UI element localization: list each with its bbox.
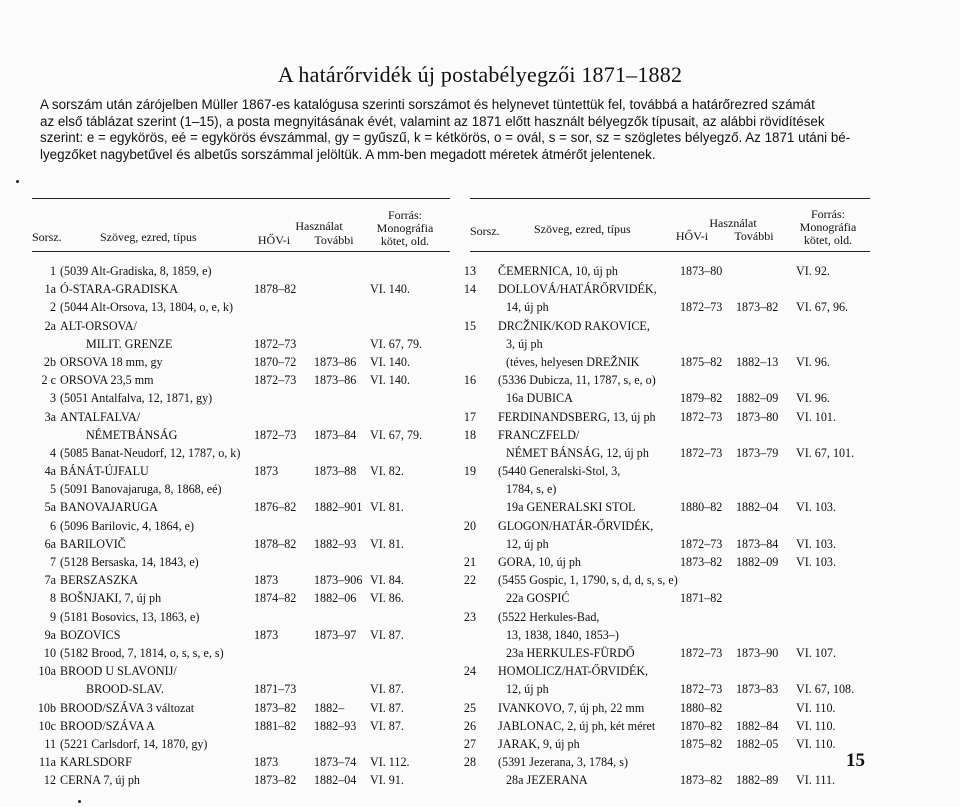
- table-header-rule: [32, 251, 450, 252]
- row-hov-years: 1880–82: [680, 500, 723, 515]
- table-row: [470, 771, 870, 789]
- table-row: [32, 389, 450, 407]
- row-text: DRCŽNIK/KOD RAKOVICE,: [498, 318, 650, 333]
- row-number: 2b: [43, 354, 56, 369]
- row-hov-years: 1881–82: [254, 718, 297, 733]
- row-number: 11a: [38, 755, 56, 770]
- table-row: [470, 644, 870, 662]
- row-number: 14: [463, 282, 476, 297]
- header-tovabbi: További: [314, 233, 354, 247]
- header-forras: Forrás:: [811, 207, 845, 221]
- row-text: ALT-ORSOVA/: [60, 318, 137, 333]
- table-row: [32, 662, 450, 680]
- row-text: (5085 Banat-Neudorf, 12, 1787, o, k): [60, 445, 241, 460]
- table-row: [32, 498, 450, 516]
- header-forras: Forrás:: [388, 208, 422, 222]
- row-source: VI. 81.: [370, 500, 404, 515]
- row-text: (téves, helyesen DREŽNIK: [506, 354, 640, 369]
- table-row: [463, 317, 870, 335]
- row-source: VI. 140.: [370, 373, 410, 388]
- row-source: VI. 101.: [796, 409, 836, 424]
- row-hov-years: 1873: [254, 573, 279, 588]
- row-text: CERNA 7, új ph: [60, 773, 140, 788]
- row-text: (5181 Bosovics, 13, 1863, e): [60, 609, 200, 624]
- row-text: ORSOVA 18 mm, gy: [60, 354, 163, 369]
- row-source: VI. 67, 108.: [796, 682, 855, 697]
- row-source: VI. 111.: [796, 773, 836, 788]
- table-row: [32, 317, 450, 335]
- row-number: 7: [49, 555, 56, 569]
- table-row: [470, 626, 870, 644]
- row-hov-years: 1873: [254, 627, 279, 642]
- row-text: 22a GOSPIĆ: [506, 591, 570, 606]
- row-source: VI. 103.: [796, 555, 836, 569]
- table-row: [32, 408, 450, 426]
- table-row: [32, 280, 450, 298]
- row-source: VI. 87.: [370, 627, 404, 642]
- right-table-body: [463, 262, 870, 789]
- row-later-years: 1882–901: [314, 500, 363, 515]
- table-row: [463, 371, 870, 389]
- row-number: 22: [463, 573, 476, 588]
- row-number: 5: [49, 482, 56, 497]
- row-later-years: 1873–74: [314, 755, 357, 770]
- intro-line: szerint: e = egykörös, eé = egykörös évszámmal, gy = gyűszű, k = kétkörös, o = ovál, s = sor, sz = szögletes bélyegző. Az 1871 utáni bé-: [40, 130, 851, 146]
- table-row: [463, 662, 870, 680]
- row-later-years: 1873–82: [736, 300, 779, 315]
- table-top-rule: [32, 198, 450, 199]
- table-row: [32, 735, 450, 753]
- header-szoveg: Szöveg, ezred, típus: [100, 230, 197, 244]
- page-title: A határőrvidék új postabélyegzői 1871–1882: [277, 62, 683, 87]
- row-text: (5128 Bersaska, 14, 1843, e): [60, 555, 199, 569]
- row-later-years: 1882–93: [314, 536, 357, 551]
- row-later-years: 1873–86: [314, 373, 357, 388]
- table-row: [463, 735, 870, 753]
- row-hov-years: 1873: [254, 755, 279, 770]
- row-hov-years: 1872–73: [680, 645, 723, 660]
- table-row: [32, 353, 450, 371]
- table-row: [463, 426, 870, 444]
- row-later-years: 1882–09: [736, 555, 779, 569]
- row-text: 13, 1838, 1840, 1853–): [506, 627, 619, 642]
- row-hov-years: 1875–82: [680, 354, 723, 369]
- header-hasznalat: Használat: [709, 216, 757, 230]
- row-hov-years: 1878–82: [254, 536, 297, 551]
- row-source: VI. 67, 79.: [370, 336, 423, 351]
- row-text: (5039 Alt-Gradiska, 8, 1859, e): [60, 264, 212, 278]
- table-row: [32, 553, 450, 571]
- row-text: BERSZASZKA: [60, 573, 138, 588]
- table-row: [470, 589, 870, 607]
- row-text: (5336 Dubicza, 11, 1787, s, e, o): [498, 373, 656, 388]
- header-kotet: kötet, old.: [380, 234, 430, 248]
- page-number: 15: [846, 750, 865, 771]
- table-row: [470, 535, 870, 553]
- row-number: 7a: [44, 573, 56, 588]
- row-source: VI. 110.: [796, 736, 836, 751]
- row-later-years: 1873–88: [314, 464, 357, 479]
- row-source: VI. 110.: [796, 700, 836, 715]
- row-hov-years: 1873: [254, 464, 279, 479]
- row-number: 12: [43, 773, 56, 788]
- row-later-years: 1882–06: [314, 591, 357, 606]
- row-number: 2 c: [41, 373, 56, 388]
- row-number: 5a: [44, 500, 56, 515]
- row-number: 3: [49, 391, 56, 406]
- row-hov-years: 1872–73: [680, 445, 723, 460]
- row-text: MILIT. GRENZE: [86, 336, 173, 351]
- row-text: ČEMERNICA, 10, új ph: [498, 264, 618, 278]
- row-later-years: 1873–84: [736, 536, 779, 551]
- intro-line: A sorszám után zárójelben Müller 1867-es katalógusa szerinti sorszámot és helynevet tüntettük fel, továbbá a határőrezred számát: [40, 97, 815, 112]
- table-row: [32, 298, 450, 316]
- row-source: VI. 110.: [796, 718, 836, 733]
- table-header-rule: [470, 251, 870, 252]
- table-row: [32, 771, 450, 789]
- row-later-years: 1873–97: [314, 627, 357, 642]
- row-text: NÉMETBÁNSÁG: [86, 427, 178, 442]
- table-row: [470, 498, 870, 516]
- table-row: [463, 699, 870, 717]
- header-szoveg: Szöveg, ezred, típus: [534, 222, 631, 236]
- row-number: 24: [463, 664, 476, 679]
- row-text: DOLLOVÁ/HATÁRŐRVIDÉK,: [498, 282, 657, 297]
- row-number: 23: [463, 609, 476, 624]
- header-hov: HŐV-i: [675, 229, 709, 243]
- table-row: [32, 371, 450, 389]
- row-source: VI. 107.: [796, 645, 836, 660]
- row-source: VI. 140.: [370, 354, 410, 369]
- table-row: [463, 408, 870, 426]
- table-row: [463, 462, 870, 480]
- row-later-years: 1882–04: [314, 773, 357, 788]
- row-text: (5182 Brood, 7, 1814, o, s, s, e, s): [60, 645, 224, 660]
- table-row: [470, 335, 870, 353]
- row-source: VI. 140.: [370, 282, 410, 297]
- row-source: VI. 67, 96.: [796, 300, 849, 315]
- row-number: 3a: [44, 409, 56, 424]
- row-source: VI. 92.: [796, 264, 830, 278]
- row-text: ANTALFALVA/: [60, 409, 141, 424]
- row-number: 1a: [44, 282, 56, 297]
- row-number: 25: [463, 700, 476, 715]
- row-text: NÉMET BÁNSÁG, 12, új ph: [506, 445, 649, 460]
- row-text: ORSOVA 23,5 mm: [60, 373, 154, 388]
- row-text: BOZOVICS: [60, 627, 121, 642]
- row-hov-years: 1872–73: [680, 536, 723, 551]
- row-text: (5096 Barilovic, 4, 1864, e): [60, 518, 195, 533]
- row-number: 1: [49, 264, 56, 278]
- row-text: 16a DUBICA: [506, 391, 573, 406]
- row-hov-years: 1874–82: [254, 591, 297, 606]
- row-source: VI. 87.: [370, 700, 404, 715]
- row-hov-years: 1873–82: [680, 555, 723, 569]
- row-number: 17: [463, 409, 476, 424]
- row-source: VI. 81.: [370, 536, 404, 551]
- speck-mark: [16, 180, 19, 183]
- row-number: 2: [49, 300, 56, 315]
- table-row: [463, 608, 870, 626]
- row-text: (5044 Alt-Orsova, 13, 1804, o, e, k): [60, 300, 233, 315]
- row-later-years: 1882–: [314, 700, 345, 715]
- row-hov-years: 1879–82: [680, 391, 723, 406]
- intro-line: lyegzőket nagybetűvel és albetűs sorszámmal jelöltük. A mm-ben megadott méretek átmérőt jelentenek.: [40, 147, 656, 163]
- row-number: 13: [463, 264, 476, 278]
- table-row: [32, 680, 450, 698]
- row-hov-years: 1873–82: [254, 773, 297, 788]
- row-number: 4a: [44, 464, 56, 479]
- row-source: VI. 103.: [796, 536, 836, 551]
- table-row: [32, 426, 450, 444]
- table-row: [32, 717, 450, 735]
- table-row: [463, 553, 870, 571]
- row-text: FERDINANDSBERG, 13, új ph: [498, 409, 656, 424]
- table-row: [463, 517, 870, 535]
- row-number: 10c: [38, 718, 56, 733]
- row-source: VI. 86.: [370, 591, 404, 606]
- row-number: 27: [463, 736, 476, 751]
- row-text: BROOD-SLAV.: [86, 682, 164, 697]
- row-text: GLOGON/HATÁR-ŐRVIDÉK,: [498, 518, 654, 533]
- row-text: (5221 Carlsdorf, 14, 1870, gy): [60, 736, 208, 751]
- row-text: BANOVAJARUGA: [60, 500, 158, 515]
- row-later-years: 1873–84: [314, 427, 357, 442]
- row-text: BÁNÁT-ÚJFALU: [60, 464, 149, 479]
- row-hov-years: 1871–82: [680, 591, 723, 606]
- row-text: JARAK, 9, új ph: [498, 736, 580, 751]
- row-hov-years: 1870–72: [254, 354, 297, 369]
- row-hov-years: 1872–73: [680, 300, 723, 315]
- row-later-years: 1873–80: [736, 409, 779, 424]
- row-text: 28a JEZERANA: [506, 773, 588, 788]
- table-row: [32, 335, 450, 353]
- speck-mark: [78, 800, 81, 803]
- row-text: 23a HERKULES-FÜRDŐ: [506, 645, 635, 660]
- row-number: 16: [463, 373, 476, 388]
- row-source: VI. 96.: [796, 354, 830, 369]
- row-later-years: 1882–84: [736, 718, 779, 733]
- row-number: 19: [463, 464, 476, 479]
- row-source: VI. 91.: [370, 773, 404, 788]
- table-row: [470, 298, 870, 316]
- table-row: [32, 589, 450, 607]
- row-text: BOŠNJAKI, 7, új ph: [60, 591, 162, 606]
- row-source: VI. 67, 79.: [370, 427, 423, 442]
- intro-paragraph: [40, 97, 920, 164]
- row-source: VI. 96.: [796, 391, 830, 406]
- row-later-years: 1873–79: [736, 445, 779, 460]
- table-top-rule: [470, 198, 870, 199]
- table-row: [32, 444, 450, 462]
- row-number: 21: [463, 555, 476, 569]
- table-row: [32, 608, 450, 626]
- row-number: 26: [463, 718, 476, 733]
- row-text: HOMOLICZ/HAT-ŐRVIDÉK,: [498, 664, 649, 679]
- row-text: BROOD U SLAVONIJ/: [60, 664, 177, 679]
- row-number: 8: [49, 591, 56, 606]
- header-kotet: kötet, old.: [803, 233, 853, 247]
- table-row: [463, 753, 870, 771]
- row-text: 12, új ph: [506, 536, 549, 551]
- row-later-years: 1882–13: [736, 354, 779, 369]
- table-row: [32, 480, 450, 498]
- row-source: VI. 67, 101.: [796, 445, 855, 460]
- table-row: [32, 753, 450, 771]
- row-text: JABLONAC, 2, új ph, két méret: [498, 718, 656, 733]
- header-hasznalat: Használat: [295, 219, 343, 233]
- row-text: (5455 Gospic, 1, 1790, s, d, d, s, s, e): [498, 573, 678, 588]
- row-later-years: 1882–04: [736, 500, 779, 515]
- row-number: 20: [463, 518, 476, 533]
- table-row: [32, 517, 450, 535]
- left-table-body: [32, 262, 450, 789]
- row-number: 2a: [44, 318, 56, 333]
- row-text: GORA, 10, új ph: [498, 555, 581, 569]
- row-hov-years: 1880–82: [680, 700, 723, 715]
- table-row: [32, 535, 450, 553]
- header-sorsz: Sorsz.: [470, 224, 500, 238]
- table-row: [463, 717, 870, 735]
- table-row: [32, 626, 450, 644]
- table-row: [470, 444, 870, 462]
- row-hov-years: 1872–73: [254, 427, 297, 442]
- row-number: 28: [463, 755, 476, 770]
- row-later-years: 1882–93: [314, 718, 357, 733]
- header-sorsz: Sorsz.: [32, 230, 62, 244]
- row-hov-years: 1872–73: [680, 682, 723, 697]
- row-text: (5051 Antalfalva, 12, 1871, gy): [60, 391, 213, 406]
- row-later-years: 1882–05: [736, 736, 779, 751]
- header-monografia: Monográfia: [799, 220, 857, 234]
- row-text: FRANCZFELD/: [498, 427, 580, 442]
- row-text: (5091 Banovajaruga, 8, 1868, eé): [60, 482, 222, 497]
- row-text: IVANKOVO, 7, új ph, 22 mm: [498, 700, 645, 715]
- row-source: VI. 82.: [370, 464, 404, 479]
- row-hov-years: 1871–73: [254, 682, 297, 697]
- table-row: [32, 262, 450, 280]
- header-monografia: Monográfia: [376, 221, 434, 235]
- row-later-years: 1873–83: [736, 682, 779, 697]
- row-hov-years: 1872–73: [680, 409, 723, 424]
- row-later-years: 1882–89: [736, 773, 779, 788]
- row-text: BROOD/SZÁVA 3 változat: [60, 700, 195, 715]
- row-number: 9: [49, 609, 56, 624]
- row-number: 18: [463, 427, 476, 442]
- header-hov: HŐV-i: [257, 233, 291, 247]
- row-number: 11: [44, 736, 56, 751]
- row-source: VI. 87.: [370, 682, 404, 697]
- row-hov-years: 1876–82: [254, 500, 297, 515]
- row-source: VI. 87.: [370, 718, 404, 733]
- row-later-years: 1873–86: [314, 354, 357, 369]
- table-row: [463, 571, 870, 589]
- row-text: BARILOVIČ: [60, 536, 126, 551]
- row-text: Ó-STARA-GRADISKA: [60, 282, 178, 297]
- table-row: [470, 353, 870, 371]
- row-hov-years: 1872–73: [254, 336, 297, 351]
- row-hov-years: 1872–73: [254, 373, 297, 388]
- row-source: VI. 84.: [370, 573, 404, 588]
- table-row: [463, 262, 870, 280]
- table-row: [470, 680, 870, 698]
- row-text: 12, új ph: [506, 682, 549, 697]
- table-row: [32, 644, 450, 662]
- row-hov-years: 1870–82: [680, 718, 723, 733]
- table-row: [32, 571, 450, 589]
- table-row: [470, 480, 870, 498]
- row-text: 3, új ph: [506, 336, 543, 351]
- row-hov-years: 1875–82: [680, 736, 723, 751]
- table-row: [32, 462, 450, 480]
- row-text: (5440 Generalski-Stol, 3,: [498, 464, 621, 479]
- row-later-years: 1873–90: [736, 645, 779, 660]
- row-source: VI. 112.: [370, 755, 410, 770]
- row-number: 10a: [38, 664, 56, 679]
- row-hov-years: 1873–80: [680, 264, 723, 278]
- table-row: [470, 389, 870, 407]
- row-text: BROOD/SZÁVA A: [60, 718, 155, 733]
- row-number: 10: [43, 645, 56, 660]
- row-text: (5522 Herkules-Bad,: [498, 609, 600, 624]
- row-number: 6a: [44, 536, 56, 551]
- row-later-years: 1882–09: [736, 391, 779, 406]
- row-hov-years: 1873–82: [254, 700, 297, 715]
- row-text: 1784, s, e): [506, 482, 557, 497]
- row-later-years: 1873–906: [314, 573, 363, 588]
- row-text: KARLSDORF: [60, 755, 132, 770]
- row-number: 10b: [37, 700, 56, 715]
- table-row: [32, 699, 450, 717]
- row-hov-years: 1878–82: [254, 282, 297, 297]
- header-tovabbi: További: [734, 229, 774, 243]
- row-number: 6: [49, 518, 56, 533]
- intro-line: az első táblázat szerint (1–15), a posta megnyitásának évét, valamint az 1871 előtt használt bélyegzők típusait, az alábbi rövidítések: [40, 113, 825, 129]
- row-hov-years: 1873–82: [680, 773, 723, 788]
- row-number: 4: [49, 445, 56, 460]
- row-text: (5391 Jezerana, 3, 1784, s): [498, 755, 628, 770]
- row-text: 19a GENERALSKI STOL: [506, 500, 636, 515]
- row-number: 15: [463, 318, 476, 333]
- row-source: VI. 103.: [796, 500, 836, 515]
- table-row: [463, 280, 870, 298]
- row-text: 14, új ph: [506, 300, 549, 315]
- row-number: 9a: [44, 627, 56, 642]
